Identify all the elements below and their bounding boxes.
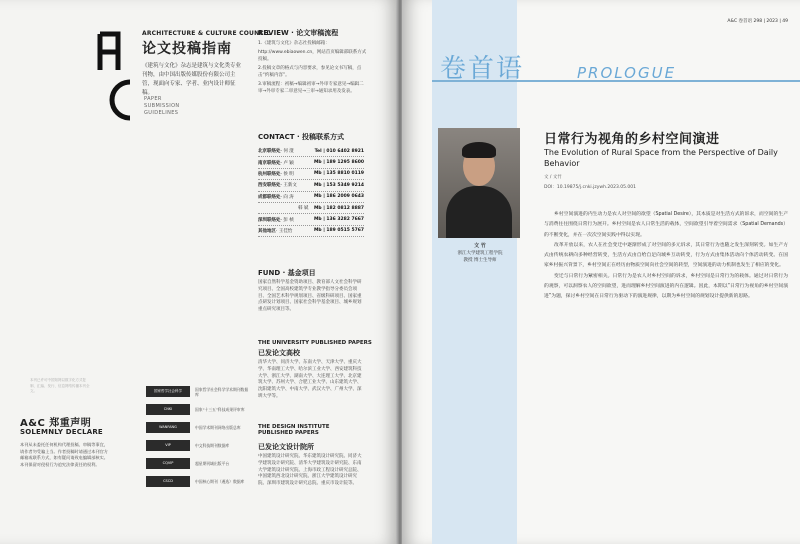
contact-row: 成都联络处· 向 涛 Mb | 186 2009 0643	[258, 192, 364, 203]
publisher-row: VIP 中文科技期刊数据库	[146, 437, 250, 454]
publisher-row: WANFANG 中国学术期刊网络出版总库	[146, 419, 250, 436]
declare-note: 本刊已许可中国知网以数字化方式复制、汇编、发行、信息网络传播本刊全文。	[30, 378, 90, 393]
publisher-logo-icon: VIP	[146, 440, 190, 451]
fund-text: 国家自然科学基金资助项目、教育部人文社会科学研究项目、全国高校建筑学专业教学指导分委员会项目、全国艺术科学规划项目、省级科研项目、国家重点研发计划项目、国家社会科学基金项目、城乡规划重点研究项目等。	[258, 280, 362, 313]
author-photo	[438, 128, 520, 238]
publisher-logo-icon: CNKI	[146, 404, 190, 415]
contact-row: 深圳联络处· 彭 桢 Mb | 136 3282 7667	[258, 214, 364, 225]
contact-row: 其他地区· 王佳怡 Mb | 189 0515 5767	[258, 226, 364, 237]
declare-title: A&C 郑重声明	[20, 418, 92, 429]
review-item: 3.审稿流程：初稿→编辑初审→外审专家意见→编辑二审→外审专家二审意见→三审→通知录用及发表。	[258, 82, 364, 94]
inst-text: 中国建筑设计研究院、华东建筑设计研究院、同济大学建筑设计研究院、清华大学建筑设计研究院、东南大学建筑设计研究院、上海市政工程设计研究总院、中国建筑西北设计研究院、浙江大学建筑设计研究院、深圳市建筑设计研究总院、重庆市设计院等。	[258, 454, 362, 487]
paper-label: PAPER SUBMISSION GUIDELINES	[144, 96, 180, 116]
contact-heading: CONTACT · 投稿联系方式	[258, 133, 345, 141]
publisher-row: CQVIP 超星期刊域出版平台	[146, 455, 250, 472]
prologue-title-cn: 卷首语	[440, 54, 525, 84]
author-caption	[438, 243, 522, 264]
publisher-logos	[146, 383, 250, 491]
author-affiliation: 浙江大学建筑工程学院	[457, 251, 503, 256]
publisher-row: 国家哲学社会科学 国家哲学社会科学学术期刊数据库	[146, 383, 250, 400]
council-name: ARCHITECTURE & CULTURE COUNCIL	[142, 30, 271, 37]
publisher-logo-icon: WANFANG	[146, 422, 190, 433]
page-header: A&C 卷首语 298 | 2023 | 49	[727, 19, 788, 24]
publisher-row: CNKI 国家“十三五”科技成果评审库	[146, 401, 250, 418]
body-paragraph: 改革开放以来，农人在社会变迁中逐渐形成了对空间的多元诉求，其日常行为也随之发生深刻转变。如生产方式由传统农耕向多种经营转变，生活方式由自给自足向城乡互动转变，行为方式由集体活动向个体活动转变。在国家乡村振兴背景下，乡村空间正在经历由物质空间向社会空间的转型，空间演进的动力机制也发生了相应的变化。	[544, 242, 788, 269]
review-heading: REVIEW · 论文审稿流程	[258, 29, 339, 37]
author-name: 文 竹	[474, 243, 486, 249]
univ-heading-cn: 已发论文高校	[258, 349, 300, 357]
inst-heading-cn: 已发论文设计院所	[258, 443, 314, 451]
body-paragraph: 乡村空间演进的内生动力是农人对空间的欲望（Spatial Desire），其本质是对生活方式的诉求，而空间的生产与消费往往围绕日常行为展开。乡村空间是农人日常生活的载体，空间欲望引导着空间需求（Spatial Demands）的不断变化，并在一次次空间实践中得以实现。	[544, 212, 788, 238]
contact-row: 韩 斌 Mb | 182 0812 8887	[258, 203, 364, 214]
article-body	[544, 210, 788, 303]
article-byline: 文 / 文竹	[544, 175, 562, 180]
univ-text: 清华大学、同济大学、东南大学、天津大学、重庆大学、华南理工大学、哈尔滨工业大学、西安建筑科技大学、浙江大学、湖南大学、大连理工大学、北京建筑大学、苏州大学、合肥工业大学、山东建筑大学、沈阳建筑大学、中南大学、武汉大学、广州大学、深圳大学等。	[258, 360, 362, 399]
article-doi: DOI：10.19875/j.cnki.jzywh.2023.05.001	[544, 185, 636, 190]
publisher-logo-icon: CQVIP	[146, 458, 190, 469]
publisher-row: CSCD 中国核心期刊（遴选）数据库	[146, 473, 250, 490]
review-list	[258, 40, 368, 97]
review-item: 2.投稿文章的格式与内容要求，参见论文书写稿，点击“约稿内容”。	[258, 66, 362, 78]
body-paragraph: 变迁与日常行为紧密相关。日常行为是农人对乡村空间的诉求，乡村空间是日常行为的载体。通过对日常行为的观察，可以洞察农人的空间欲望，进而理解乡村空间演进的内在逻辑。因此，本期以“日常行为视角的乡村空间演进”为题，探讨乡村空间在日常行为驱动下的演进规律，以期为乡村空间的规划设计提供新的思路。	[544, 273, 788, 300]
right-page	[402, 0, 800, 544]
contact-row: 西安联络处· 王新文 Mb | 153 5349 9214	[258, 180, 364, 191]
guide-title: 论文投稿指南	[142, 41, 232, 57]
author-title: 教授 博士生导师	[463, 258, 497, 263]
review-item: 1.《建筑与文化》杂志社投稿邮箱：	[258, 41, 330, 46]
journal-intro: 《建筑与文化》杂志是建筑与文化类专业刊物，由中国出版传媒股份有限公司主管，现面向专家、学者、业内设计师征稿。	[142, 63, 242, 96]
publisher-logo-icon: 国家哲学社会科学	[146, 386, 190, 397]
article-title-cn: 日常行为视角的乡村空间演进	[544, 132, 720, 147]
univ-heading-en: THE UNIVERSITY PUBLISHED PAPERS	[258, 340, 372, 346]
declare-title-en: SOLEMNLY DECLARE	[20, 428, 103, 436]
contact-row: 北京联络处· 何 澄 Tel | 010 6402 8921	[258, 146, 364, 157]
inst-heading-en: THE DESIGN INSTITUTE PUBLISHED PAPERS	[258, 424, 330, 436]
review-item[interactable]: http://www.ebiaowen.cn，网站首页编辑部联系方式投稿。	[258, 50, 367, 62]
publisher-logo-icon: CSCD	[146, 476, 190, 487]
prologue-title-en: PROLOGUE	[577, 64, 677, 82]
left-page	[0, 0, 398, 544]
contact-row: 南京联络处· 卢 颖 Mb | 189 1295 8600	[258, 157, 364, 168]
fund-heading: FUND · 基金项目	[258, 269, 316, 277]
article-title-en: The Evolution of Rural Space from the Perspective of Daily Behavior	[544, 148, 778, 168]
contact-table	[258, 146, 364, 237]
contact-row: 杭州联络处· 侯 明 Mb | 135 8810 0119	[258, 169, 364, 180]
declare-text: 本刊从未委托任何机构代理投稿、审稿等事宜，请作者勿受骗上当。作者投稿时请通过本刊官方邮箱或联系方式，如有疑问请致电编辑部核实。本刊保留对侵权行为追究法律责任的权利。	[20, 442, 108, 467]
ac-logo-icon	[96, 30, 134, 122]
